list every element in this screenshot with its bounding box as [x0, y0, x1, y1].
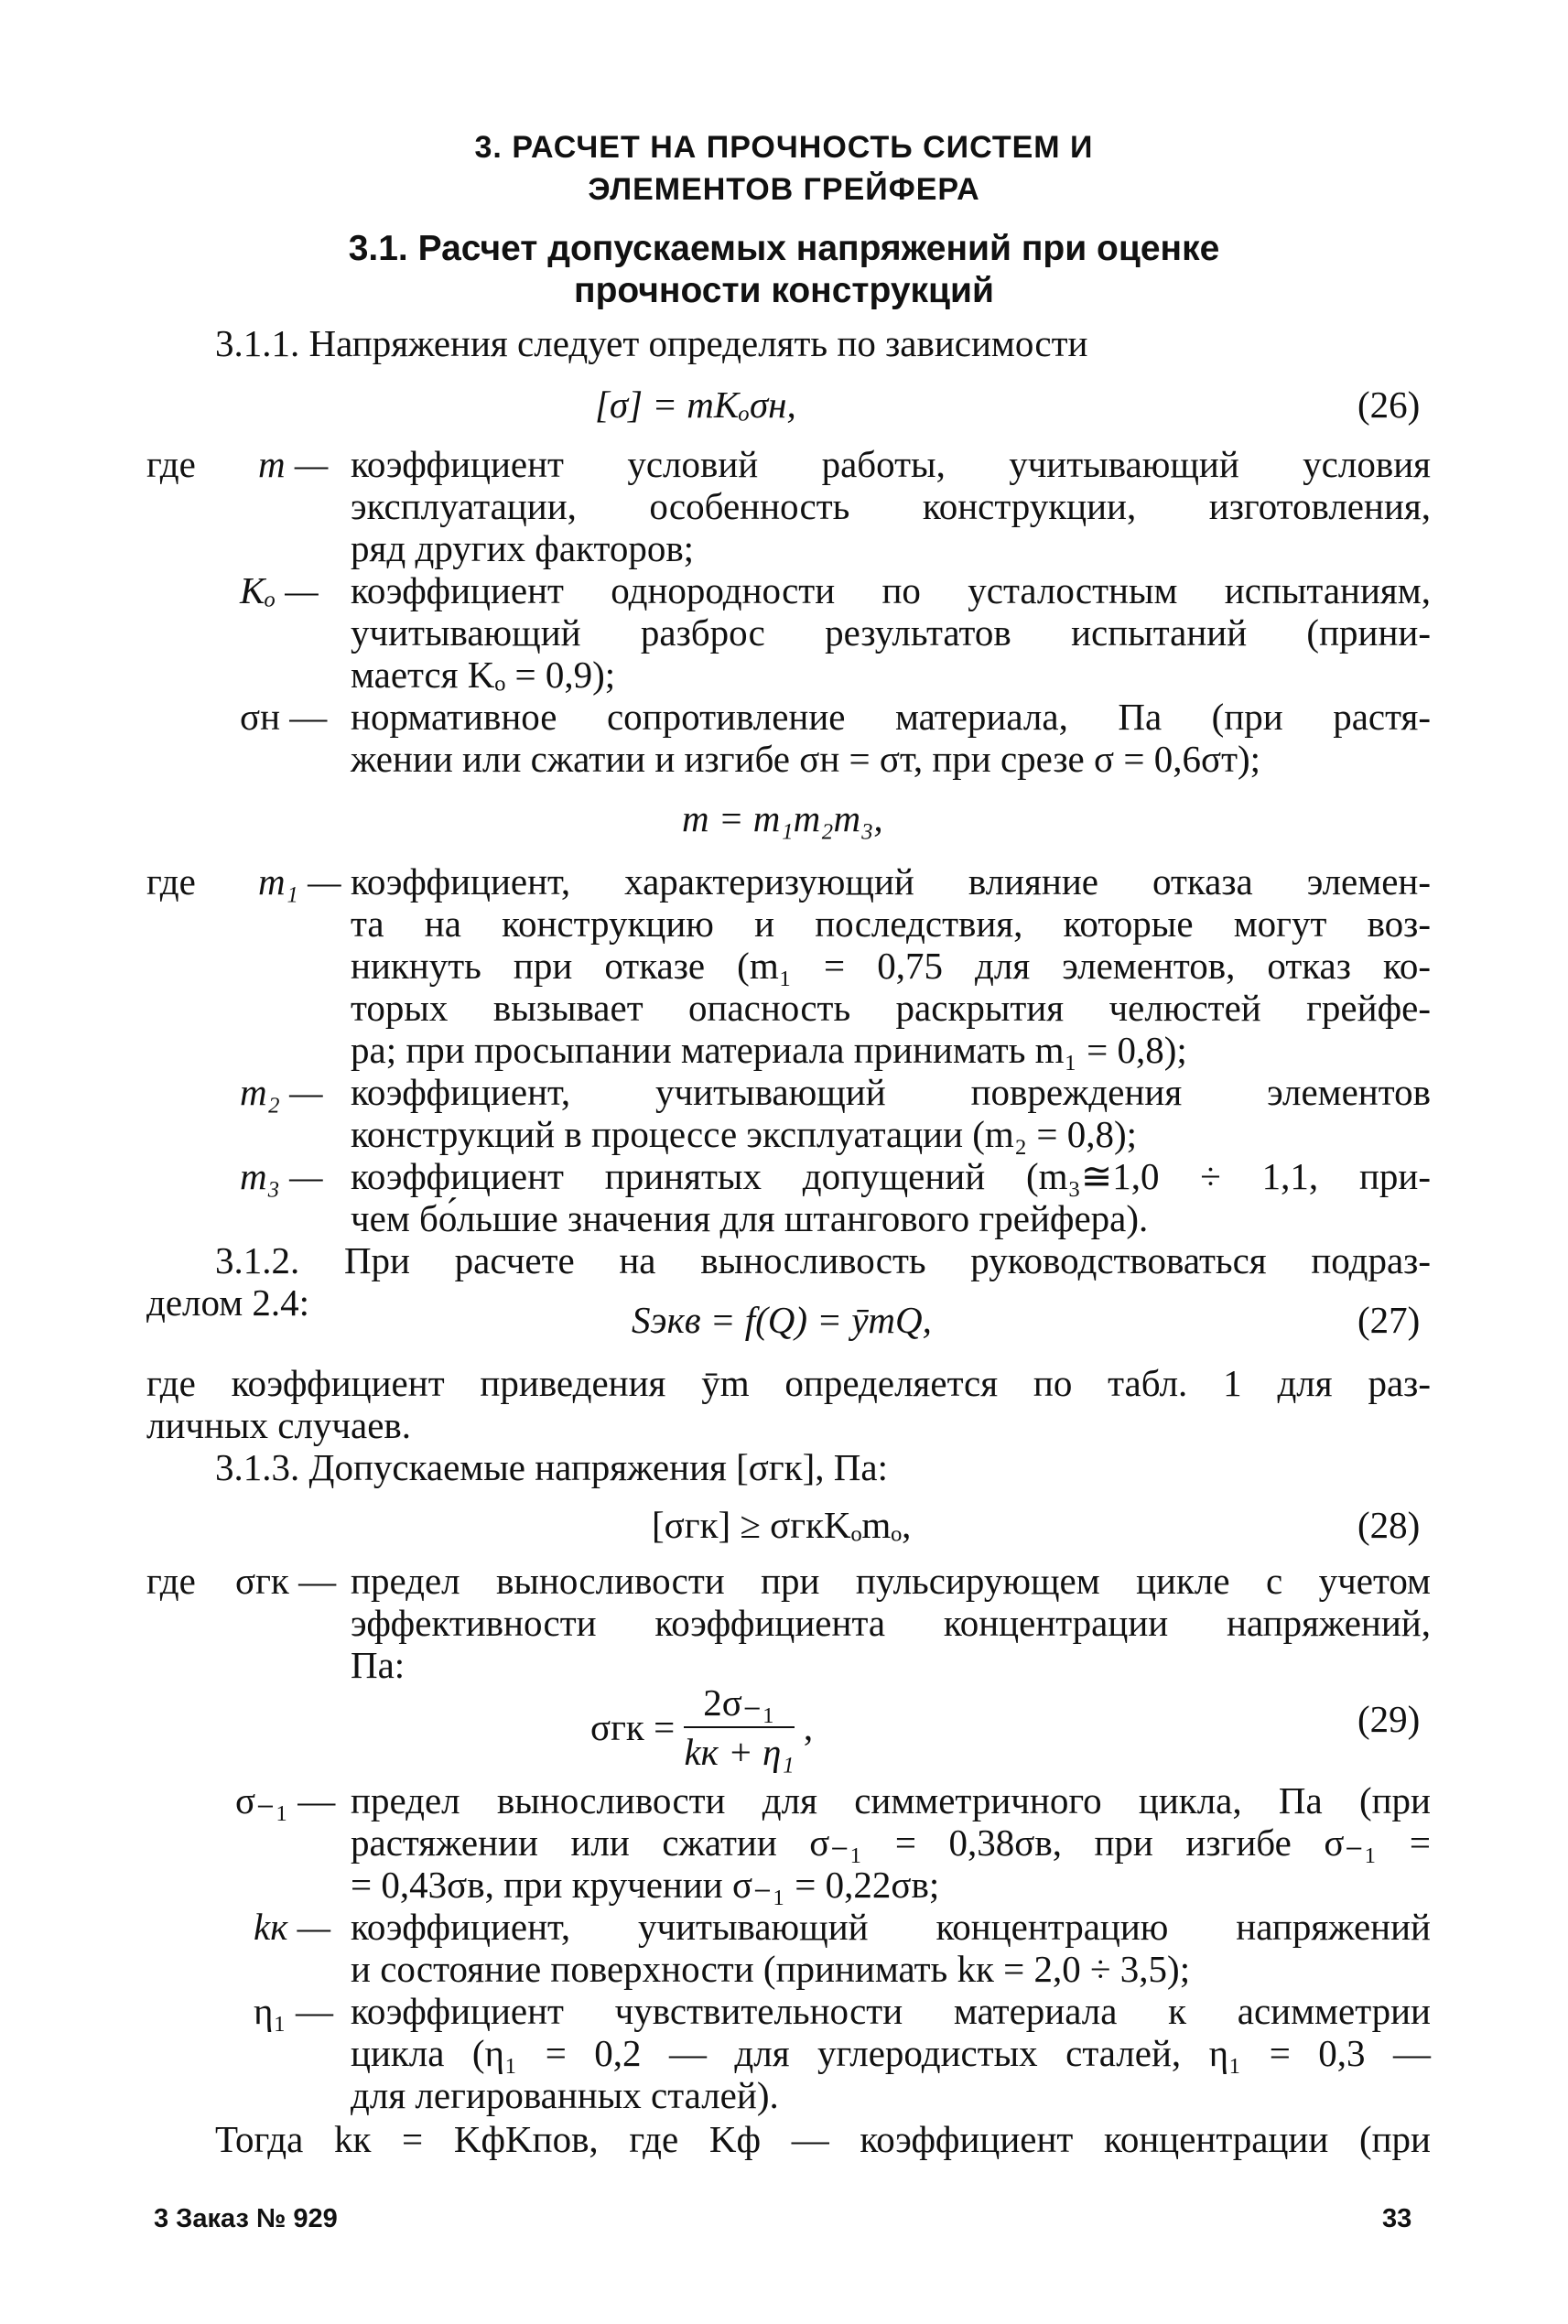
definition-eta1-line2: цикла (η₁ = 0,2 — для углеродистых сталей, η₁ = 0,3 — — [351, 2032, 1431, 2074]
definition-k0-line2: учитывающий разброс результатов испытаний (прини- — [351, 611, 1431, 654]
where-label-3: где — [146, 1560, 196, 1602]
symbol-m: m — — [258, 443, 329, 485]
definition-sigma-gk-line2: эффективности коэффициента концентрации напряжений, — [351, 1602, 1431, 1644]
equation-m: m = m₁m₂m₃, — [682, 797, 883, 839]
page-number: 33 — [1382, 2204, 1412, 2233]
definition-m2-line2: конструкций в процессе эксплуатации (m₂ = 0,8); — [351, 1113, 1138, 1155]
paragraph-3-1-1: 3.1.1. Напряжения следует определять по зависимости — [215, 322, 1088, 364]
symbol-m1: m₁ — — [258, 860, 341, 903]
equation-number-28: (28) — [1357, 1504, 1421, 1546]
definition-m1-line3: никнуть при отказе (m₁ = 0,75 для элементов, отказ ко- — [351, 945, 1431, 987]
equation-28: [σгк] ≥ σгкKₒmₒ, — [652, 1504, 912, 1546]
subsection-heading-line1: 3.1. Расчет допускаемых напряжений при оценке — [348, 229, 1220, 268]
definition-eta1-line3: для легированных сталей). — [351, 2074, 779, 2116]
symbol-sigma-n: σн — — [240, 696, 328, 738]
paragraph-coefficient-line1: где коэффициент приведения ȳm определяется по табл. 1 для раз- — [146, 1362, 1431, 1404]
where-label-2: где — [146, 860, 196, 903]
equation-29-numerator: 2σ₋₁ — [684, 1681, 794, 1728]
definition-sigma-minus-1-line3: = 0,43σв, при кручении σ₋₁ = 0,22σв; — [351, 1864, 940, 1906]
symbol-m2: m₂ — — [240, 1071, 323, 1113]
definition-sigma-minus-1-line1: предел выносливости для симметричного цикла, Па (при — [351, 1779, 1431, 1821]
paragraph-3-1-2-line1: 3.1.2. При расчете на выносливость руководствоваться подраз- — [215, 1239, 1431, 1281]
definition-m1-line4: торых вызывает опасность раскрытия челюстей грейфе- — [351, 987, 1431, 1029]
definition-m-line2: эксплуатации, особенность конструкции, изготовления, — [351, 485, 1431, 527]
symbol-m3: m₃ — — [240, 1155, 323, 1197]
definition-sigma-n-line1: нормативное сопротивление материала, Па (при растя- — [351, 696, 1431, 738]
definition-sigma-n-line2: жении или сжатии и изгибе σн = σт, при срезе σ = 0,6σт); — [351, 738, 1261, 780]
symbol-kk: kк — — [254, 1906, 331, 1948]
equation-29 — [590, 1681, 813, 1774]
definition-kk-line2: и состояние поверхности (принимать kк = 2,0 ÷ 3,5); — [351, 1948, 1191, 1990]
section-heading-line2: ЭЛЕМЕНТОВ ГРЕЙФЕРА — [588, 172, 980, 207]
definition-m1-line2: та на конструкцию и последствия, которые могут воз- — [351, 903, 1431, 945]
symbol-sigma-minus-1: σ₋₁ — — [235, 1779, 336, 1821]
definition-m1-line5: ра; при просыпании материала принимать m₁ = 0,8); — [351, 1029, 1187, 1071]
equation-29-lhs: σгк = — [590, 1706, 676, 1748]
symbol-eta1: η₁ — — [254, 1990, 333, 2032]
paragraph-3-1-3: 3.1.3. Допускаемые напряжения [σгк], Па: — [215, 1446, 888, 1488]
symbol-k0: Kₒ — — [240, 569, 319, 611]
equation-27: Sэкв = f(Q) = ȳmQ, — [632, 1299, 932, 1341]
equation-29-comma: , — [803, 1706, 814, 1748]
definition-m3-line1: коэффициент принятых допущений (m₃≅1,0 ÷ 1,1, при- — [351, 1155, 1431, 1197]
section-heading-line1: 3. РАСЧЕТ НА ПРОЧНОСТЬ СИСТЕМ И — [474, 130, 1094, 165]
definition-sigma-gk-line3: Па: — [351, 1644, 406, 1686]
paragraph-3-1-2-line2: делом 2.4: — [146, 1281, 310, 1324]
subsection-heading-line2: прочности конструкций — [574, 271, 994, 310]
paragraph-last-line: Тогда kк = KфKпов, где Kф — коэффициент концентрации (при — [215, 2118, 1431, 2160]
paragraph-coefficient-line2: личных случаев. — [146, 1404, 412, 1446]
equation-29-denominator: kк + η₁ — [684, 1731, 795, 1773]
equation-29-fraction — [684, 1681, 794, 1774]
equation-26: [σ] = mKₒσн, — [595, 384, 796, 426]
equation-number-26: (26) — [1357, 384, 1421, 426]
definition-m-line1: коэффициент условий работы, учитывающий условия — [351, 443, 1431, 485]
definition-m-line3: ряд других факторов; — [351, 527, 695, 569]
definition-k0-line3: мается Kₒ = 0,9); — [351, 654, 616, 696]
definition-kk-line1: коэффициент, учитывающий концентрацию напряжений — [351, 1906, 1431, 1948]
definition-eta1-line1: коэффициент чувствительности материала к асимметрии — [351, 1990, 1431, 2032]
definition-sigma-gk-line1: предел выносливости при пульсирующем цикле с учетом — [351, 1560, 1431, 1602]
definition-k0-line1: коэффициент однородности по усталостным испытаниям, — [351, 569, 1431, 611]
definition-sigma-minus-1-line2: растяжении или сжатии σ₋₁ = 0,38σв, при изгибе σ₋₁ = — [351, 1821, 1431, 1864]
where-label: где — [146, 443, 196, 485]
footer-order-number: 3 Заказ № 929 — [154, 2204, 338, 2233]
equation-number-27: (27) — [1357, 1299, 1421, 1341]
definition-m1-line1: коэффициент, характеризующий влияние отказа элемен- — [351, 860, 1431, 903]
symbol-sigma-gk: σгк — — [235, 1560, 337, 1602]
definition-m2-line1: коэффициент, учитывающий повреждения элементов — [351, 1071, 1431, 1113]
definition-m3-line2: чем бо́льшие значения для штангового грейфера). — [351, 1197, 1149, 1239]
equation-number-29: (29) — [1357, 1698, 1421, 1740]
